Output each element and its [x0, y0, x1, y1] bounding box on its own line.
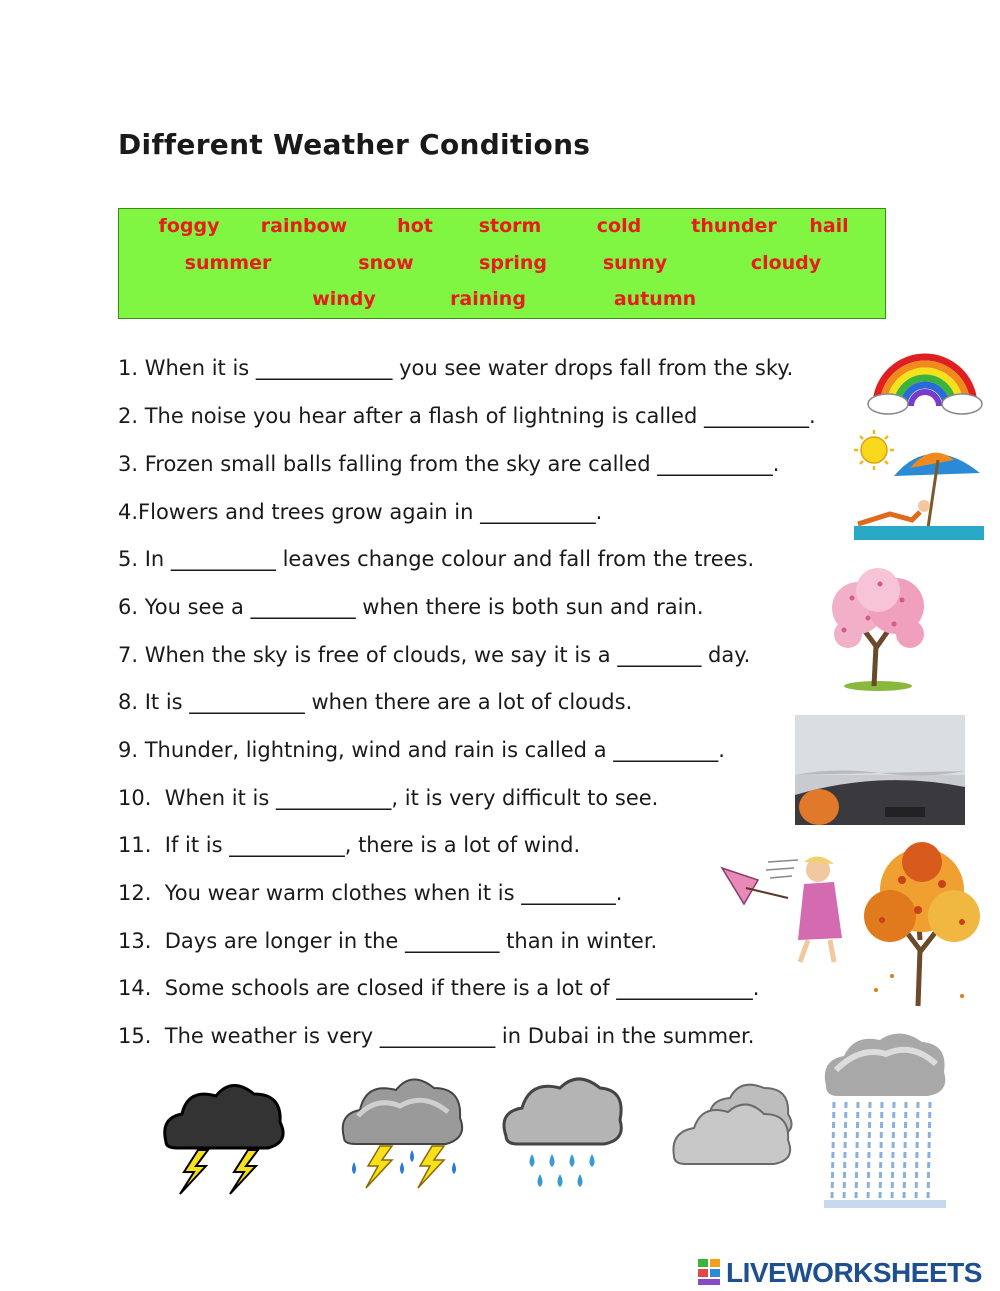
word-bank-item: foggy: [158, 215, 220, 237]
word-bank-item: spring: [479, 252, 547, 274]
brand-name: LIVEWORKSHEETS: [726, 1257, 982, 1288]
word-bank-item: windy: [312, 288, 376, 310]
sunny-beach-icon: [850, 428, 985, 546]
question-7: 7. When the sky is free of clouds, we say it is a ________ day.: [118, 643, 751, 667]
question-14: 14. Some schools are closed if there is a lot of _____________.: [118, 976, 760, 1000]
question-8: 8. It is ___________ when there are a lot of clouds.: [118, 690, 633, 714]
liveworksheets-logo-icon: [698, 1257, 724, 1287]
foggy-windshield-icon: [795, 715, 965, 825]
windy-person-icon: [718, 852, 853, 964]
word-bank-item: hot: [397, 215, 433, 237]
word-bank-item: raining: [450, 288, 526, 310]
rain-cloud-icon: [496, 1066, 628, 1198]
word-bank-item: storm: [478, 215, 542, 237]
question-15: 15. The weather is very ___________ in Dubai in the summer.: [118, 1024, 755, 1048]
question-4: 4.Flowers and trees grow again in ___________.: [118, 500, 603, 524]
spring-tree-icon: [818, 568, 938, 693]
autumn-tree-icon: [852, 840, 992, 1010]
word-bank-item: summer: [184, 252, 272, 274]
word-bank-item: cold: [596, 215, 642, 237]
cloudy-icon: [670, 1070, 802, 1180]
word-bank-item: cloudy: [750, 252, 822, 274]
thunderstorm-cloud-icon: [336, 1066, 468, 1196]
word-bank-item: sunny: [602, 252, 668, 274]
page-title: Different Weather Conditions: [118, 128, 591, 161]
word-bank-item: rainbow: [260, 215, 348, 237]
word-bank: [118, 208, 886, 319]
question-13: 13. Days are longer in the _________ than in winter.: [118, 929, 658, 953]
question-11: 11. If it is ___________, there is a lot of wind.: [118, 833, 581, 857]
word-bank-item: snow: [358, 252, 414, 274]
question-10: 10. When it is ___________, it is very difficult to see.: [118, 786, 659, 810]
storm-cloud-icon: [158, 1068, 290, 1198]
word-bank-item: hail: [809, 215, 849, 237]
question-5: 5. In __________ leaves change colour and fall from the trees.: [118, 547, 755, 571]
question-12: 12. You wear warm clothes when it is _________.: [118, 881, 623, 905]
heavy-rain-icon: [820, 1030, 950, 1212]
question-3: 3. Frozen small balls falling from the sky are called ___________.: [118, 452, 780, 476]
word-bank-item: autumn: [613, 288, 697, 310]
word-bank-item: thunder: [691, 215, 777, 237]
question-6: 6. You see a __________ when there is both sun and rain.: [118, 595, 704, 619]
question-9: 9. Thunder, lightning, wind and rain is called a __________.: [118, 738, 725, 762]
rainbow-icon: [866, 338, 984, 418]
question-2: 2. The noise you hear after a flash of lightning is called __________.: [118, 404, 816, 428]
question-1: 1. When it is _____________ you see water drops fall from the sky.: [118, 356, 794, 380]
